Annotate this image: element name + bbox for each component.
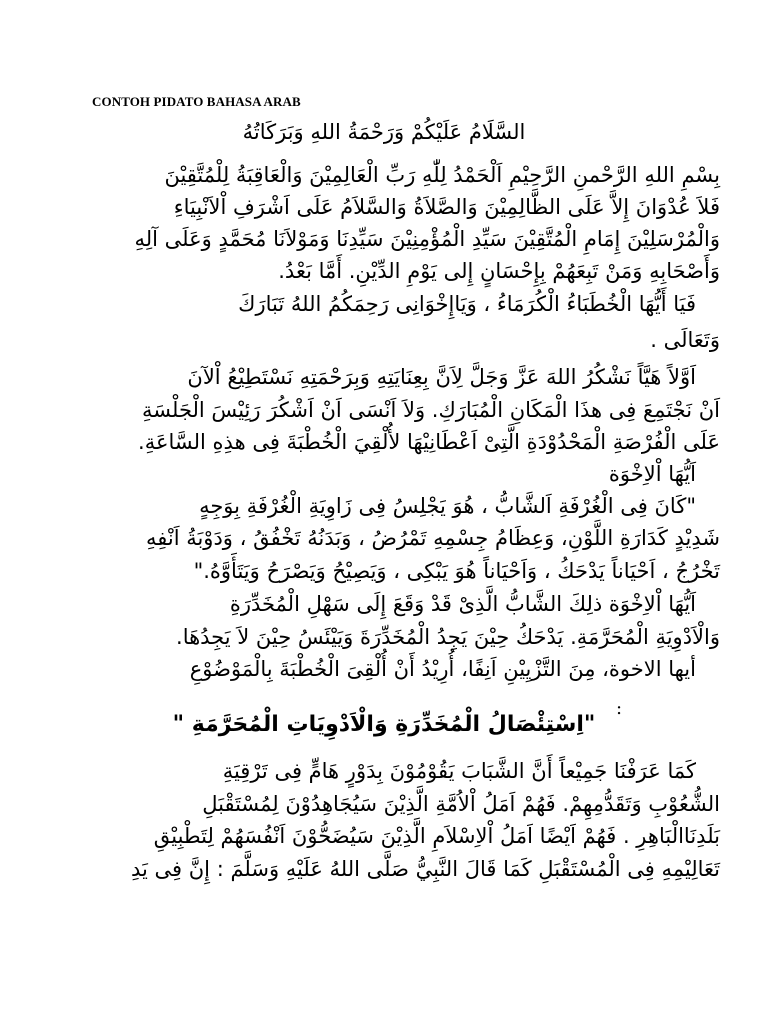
- text-line: اَوَّلاً هَيَّاً نَشْكُرُ اللهَ عَزَّ وَجَلَّ لِاَنَّ بِعِنَايَتِهِ وَبِرَحْمَتِهِ نَسْتَطِيْعُ اْلآنَ: [187, 365, 696, 389]
- text-line: وَالْاَدْوِيَةِ الْمُحَرَّمَةِ. يَدْحَكُ حِيْنَ يَجِدُ الْمُخَدِّرَةَ وَيَيْئَسُ حِيْنَ لاَ يَجِدُهَا.: [176, 625, 720, 649]
- text-line: تَخْرُجُ ، اَحْيَاناً يَدْحَكُ ، وَاَحْيَاناً هُوَ يَبْكِى ، وَيَصِيْحُ وَيَصْرَحُ وَيَتَأَوَّهُ.": [193, 559, 720, 583]
- text-line: اَيُّهَا اْلاِخْوَة: [608, 462, 696, 486]
- text-line: وَأَصْحَابِهِ وَمَنْ تَبِعَهُمْ بِإِحْسَانٍ إِلى يَوْمِ الدِّيْنِ. أَمَّا بَعْدُ.: [278, 259, 720, 283]
- text-line: شَدِيْدٍ كَدَارَةِ اللَّوْنِ، وَعِظَامُ جِسْمِهِ تَمْرُضُ ، وَبَدَنُهُ تَخْفُقُ ، وَدَوْبَةُ اَنْفِهِ: [145, 526, 720, 550]
- text-line: "كَانَ فِى الْغُرْفَةِ اَلشَّابُّ ، هُوَ يَجْلِسُ فِى زَاوِيَةِ الْغُرْفَةِ بِوَجِهٍ: [199, 494, 696, 518]
- colon-mark: :: [616, 698, 623, 719]
- text-line: فَلاَ عُدْوَانَ إِلاَّ عَلَى الظَّالِمِيْنَ وَالصَّلاَةُ وَالسَّلاَمُ عَلَى اَشْرَفِ اْلاَنْبِيَاءِ: [173, 195, 720, 219]
- speech-title: "اِسْتِئْصَالُ الْمُخَدِّرَةِ وَالْاَدْوِيَاتِ الْمُحَرَّمَةِ ": [172, 712, 596, 737]
- text-line: أيها الاخوة، مِنَ التَّزْيِيْنِ اَنِفًا، أُرِيْدُ أَنْ أُلْقِىَ الْخُطْبَةَ بِالْمَوْضُوْعِ: [189, 657, 696, 681]
- text-line: وَالْمُرْسَلِيْنَ إِمَامِ الْمُتَّقِيْنَ سَيِّدِ الْمُؤْمِنِيْنَ سَيِّدِنَا وَمَوْلاَنَا مُحَمَّدٍ وَعَلَى آلِهِ: [134, 227, 720, 251]
- text-line: كَمَا عَرَفْنَا جَمِيْعاً أَنَّ الشَّبَابَ يَقُوْمُوْنَ بِدَوْرٍ هَامٍّ فِى تَرْقِيَةِ: [222, 759, 696, 783]
- text-line: اَيُّهَا اْلاِخْوَة ذلِكَ الشَّابُّ الَّذِىْ قَدْ وَقَعَ إِلَى سَهْلِ الْمُخَدِّرَةِ: [229, 592, 696, 616]
- greeting-line: السَّلَامُ عَلَيْكُمْ وَرَحْمَةُ اللهِ وَبَرَكَاتُهُ: [242, 120, 526, 144]
- text-line: وَتَعَالَى .: [650, 328, 720, 352]
- text-line: اَنْ نَجْتَمِعَ فِى هذَا الْمَكَانِ الْمُبَارَكِ. وَلاَ اَنْسَى اَنْ اَشْكُرَ رَئِيْسَ الْجَلْسَةِ: [142, 398, 720, 422]
- text-line: الشُّعُوْبِ وَتَقَدُّمِهِمْ. فَهُمْ اَمَلُ اْلاُمَّةِ الَّذِيْنَ سَيُجَاهِدُوْنَ لِمُسْتَقْبَلِ: [202, 792, 720, 816]
- text-line: عَلَى الْفُرْصَةِ الْمَحْدُوْدَةِ الَّتِىْ اَعْطَانِيْهَا لأُلْقِيَ الْخُطْبَةَ فِى هذِهِ السَّاعَةِ.: [138, 430, 720, 454]
- text-line: بِسْمِ اللهِ الرَّحْمنِ الرَّحِيْمِ اَلْحَمْدُ لِلّٰهِ رَبِّ الْعَالِمِيْنَ وَالْعَاقِبَةُ لِلْمُتَّقِيْنَ: [164, 163, 720, 187]
- text-line: بَلَدِنَاالْبَاهِرِ . فَهُمْ اَيْضًا اَمَلُ اْلاِسْلاَمِ الَّذِيْنَ سَيُضَحُّوْنَ اَنْفُسَهُمْ لِتَطْبِيْقِ: [153, 824, 720, 848]
- text-line: فَيَا أَيُّهَا الْخُطَبَاءُ الْكُرَمَاءُ ، وَيَاإِخْوَانِى رَحِمَكُمُ اللهُ تَبَارَكَ: [238, 292, 696, 316]
- text-line: تَعَالِيْمِهِ فِى الْمُسْتَقْبَلِ كَمَا قَالَ النَّبِيُّ صَلَّى اللهُ عَلَيْهِ وَسَلَّمَ : إِنَّ فِى يَدِ: [131, 857, 720, 881]
- document-heading: CONTOH PIDATO BAHASA ARAB: [92, 94, 301, 109]
